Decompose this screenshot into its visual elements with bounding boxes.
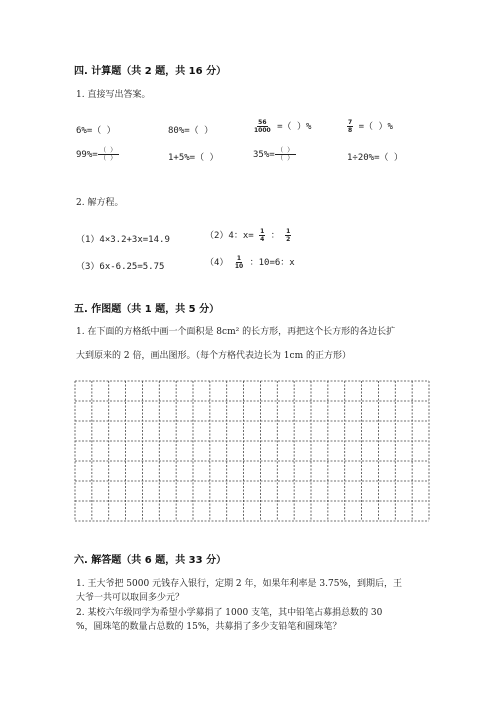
fraction-blank: （ ） （ ） xyxy=(99,146,117,162)
calc-56-over-1000: $\frac{56}{1000}$ =（ ）% xyxy=(254,119,312,134)
drawing-question-line1: 1. 在下面的方格纸中画一个面积是 8cm² 的长方形，再把这个长方形的各边长扩 xyxy=(76,327,396,337)
word-problem-1-line2: 大爷一共可以取回多少元？ xyxy=(76,593,185,603)
calc-1-div-20-percent: 1÷20%=（ ） xyxy=(347,153,403,163)
word-problem-2-line2: %，圆珠笔的数量占总数的 15%，共募捐了多少支铅笔和圆珠笔？ xyxy=(76,622,342,632)
section4-title: 四. 计算题（共 2 题，共 16 分） xyxy=(74,66,227,77)
fraction: $\frac{1}{2}$ xyxy=(286,228,291,243)
calc-99-percent: 99%= （ ） （ ） xyxy=(76,146,117,162)
fraction: $\frac{7}{8}$ xyxy=(348,119,353,134)
equation-2: （2）4：x= $\frac{1}{4}$ ： $\frac{1}{2}$ xyxy=(205,228,291,243)
fraction: $\frac{56}{1000}$ xyxy=(254,119,271,134)
calc-6-percent: 6%=（ ） xyxy=(76,126,116,136)
section5-title: 五. 作图题（共 1 题，共 5 分） xyxy=(74,304,220,315)
equation-4: （4） $\frac{1}{10}$ ：10=6：x xyxy=(205,255,295,270)
q2-title: 2. 解方程。 xyxy=(76,198,124,208)
word-problem-1-line1: 1. 王大爷把 5000 元钱存入银行，定期 2 年，如果年利率是 3.75%，到期后，王 xyxy=(76,579,402,589)
fraction-blank: （ ） （ ） xyxy=(276,146,294,162)
drawing-question-line2: 大到原来的 2 倍，画出图形。（每个方格代表边长为 1cm 的正方形） xyxy=(76,351,351,361)
calc-35-percent: 35%= （ ） （ ） xyxy=(253,146,294,162)
equation-3: （3）6x-6.25=5.75 xyxy=(76,262,165,272)
graph-paper-grid[interactable] xyxy=(74,380,430,522)
q1-title: 1. 直接写出答案。 xyxy=(76,90,151,100)
calc-80-percent: 80%=（ ） xyxy=(168,126,214,136)
equation-1: （1）4×3.2+3x=14.9 xyxy=(76,235,170,245)
calc-7-over-8: $\frac{7}{8}$ =（ ）% xyxy=(348,119,393,134)
fraction: $\frac{1}{4}$ xyxy=(260,228,265,243)
calc-1-plus-5-percent: 1+5%=（ ） xyxy=(168,153,219,163)
fraction: $\frac{1}{10}$ xyxy=(234,255,244,270)
word-problem-2-line1: 2. 某校六年级同学为希望小学募捐了 1000 支笔，其中铅笔占募捐总数的 30 xyxy=(76,608,383,618)
section6-title: 六. 解答题（共 6 题，共 33 分） xyxy=(74,555,227,566)
